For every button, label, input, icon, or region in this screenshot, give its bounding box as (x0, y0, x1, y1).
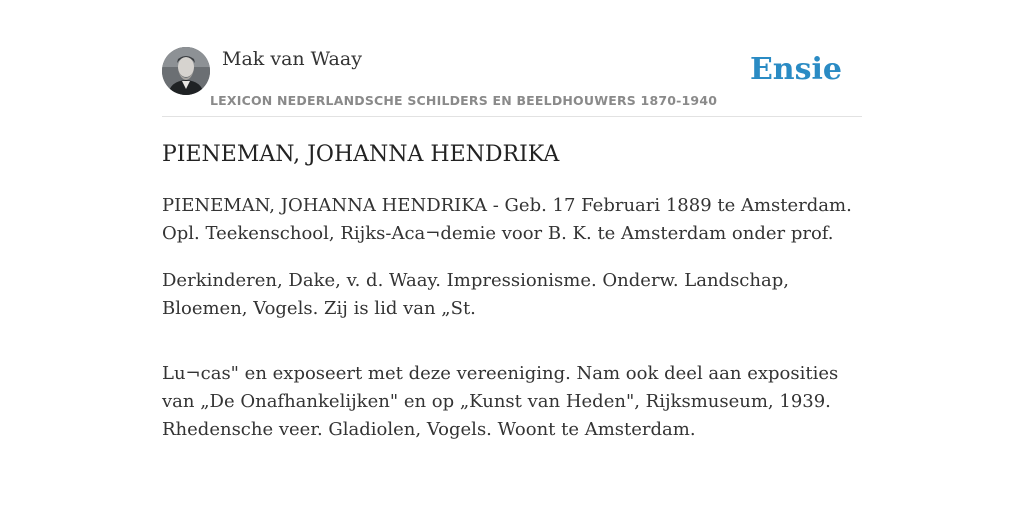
author-name[interactable]: Mak van Waay (222, 48, 362, 70)
paragraph-3: Lu¬cas" en exposeert met deze vereeniging. Nam ook deel aan exposities van „De Onafhankelijken" en op „Kunst van Heden", Rijksmuseum, 1939. Rhedensche veer. Gladiolen, Vogels. Woont te Amsterdam. (162, 363, 839, 440)
ensie-logo[interactable]: Ensie (749, 52, 842, 87)
article-body (162, 192, 862, 463)
site-header (162, 46, 862, 117)
publication-subtitle[interactable]: LEXICON NEDERLANDSCHE SCHILDERS EN BEELDHOUWERS 1870-1940 (210, 93, 718, 108)
article-title: PIENEMAN, JOHANNA HENDRIKA (162, 142, 560, 167)
author-avatar[interactable] (162, 47, 210, 95)
portrait-image (162, 47, 210, 95)
paragraph-2: Derkinderen, Dake, v. d. Waay. Impressionisme. Onderw. Landschap, Bloemen, Vogels. Zij is lid van „St. (162, 270, 789, 319)
paragraph-1: PIENEMAN, JOHANNA HENDRIKA - Geb. 17 Februari 1889 te Amsterdam. Opl. Teekenschool, Rijks-Aca¬demie voor B. K. te Amsterdam onder prof. (162, 195, 852, 244)
